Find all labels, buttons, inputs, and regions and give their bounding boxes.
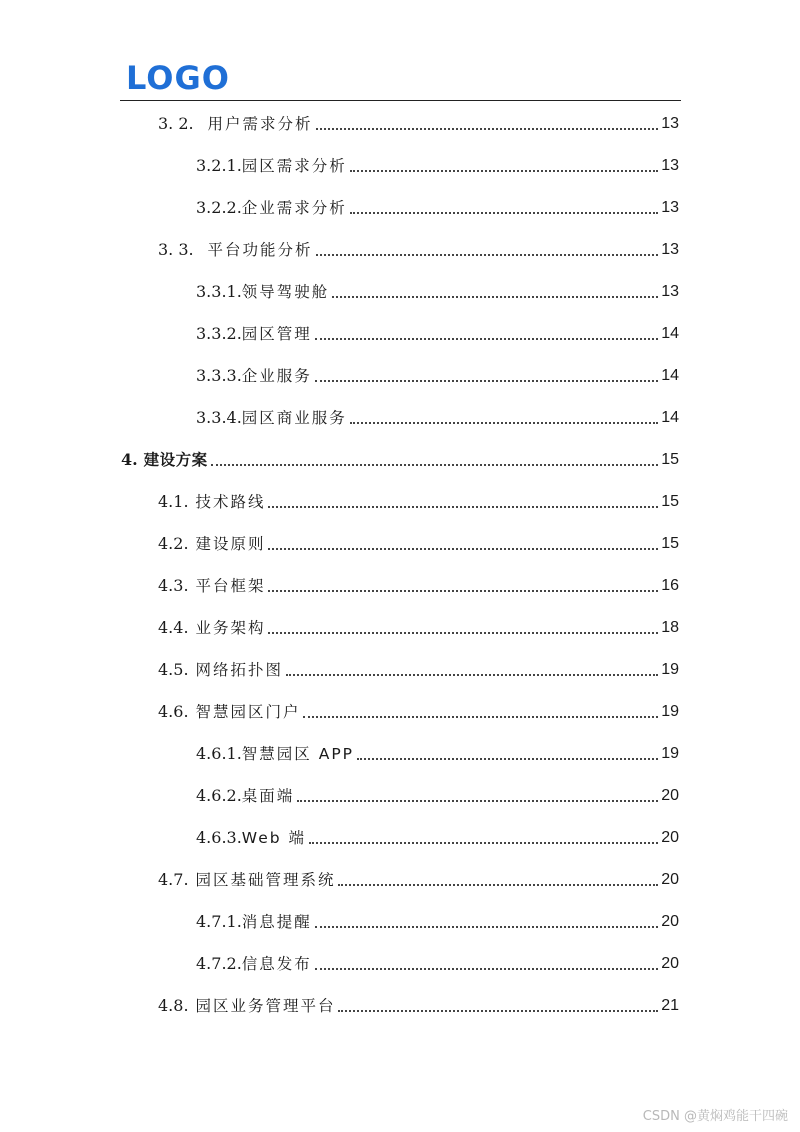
toc-entry[interactable] <box>158 533 679 555</box>
toc-dot-leader <box>268 506 658 508</box>
toc-entry-number: 4.6.1. <box>196 744 242 763</box>
toc-entry-label <box>196 407 347 429</box>
toc-entry-title: 园区业务管理平台 <box>195 997 336 1015</box>
toc-entry[interactable] <box>196 155 679 177</box>
toc-entry[interactable] <box>196 827 679 849</box>
toc-entry-number: 3.3.2. <box>196 324 242 343</box>
toc-entry-number: 4.3. <box>158 576 189 595</box>
toc-entry[interactable] <box>196 281 679 303</box>
toc-entry-number: 3.2.2. <box>196 198 242 217</box>
toc-page-number: 20 <box>661 787 679 804</box>
toc-dot-leader <box>316 254 659 256</box>
toc-page-number: 15 <box>661 451 679 468</box>
toc-entry-label <box>121 449 208 471</box>
toc-entry[interactable] <box>158 575 679 597</box>
toc-entry-label <box>158 701 300 723</box>
toc-page-number: 21 <box>661 997 679 1014</box>
toc-page-number: 13 <box>661 199 679 216</box>
toc-entry-label <box>196 743 354 765</box>
toc-dot-leader <box>316 128 659 130</box>
toc-page-number: 19 <box>661 661 679 678</box>
toc-entry-number: 4.5. <box>158 660 189 679</box>
toc-page-number: 16 <box>661 577 679 594</box>
toc-entry-label <box>196 155 347 177</box>
toc-entry-number: 3.3.4. <box>196 408 242 427</box>
toc-entry[interactable] <box>196 197 679 219</box>
toc-entry-title: 园区商业服务 <box>241 409 347 427</box>
toc-entry-label <box>158 491 265 513</box>
toc-entry-title: 企业需求分析 <box>241 199 347 217</box>
toc-entry-label <box>196 365 312 387</box>
toc-entry[interactable] <box>196 785 679 807</box>
toc-dot-leader <box>286 674 658 676</box>
toc-entry-title: 平台框架 <box>195 577 266 595</box>
toc-entry[interactable] <box>121 449 679 471</box>
toc-page-number: 14 <box>661 367 679 384</box>
toc-entry[interactable] <box>196 365 679 387</box>
toc-entry[interactable] <box>158 239 679 261</box>
toc-dot-leader <box>350 170 658 172</box>
toc-entry-number: 3. 2. <box>158 114 194 133</box>
toc-entry-label <box>158 239 313 261</box>
toc-entry-title: 桌面端 <box>241 787 295 805</box>
toc-page-number: 13 <box>661 115 679 132</box>
toc-dot-leader <box>350 212 658 214</box>
toc-dot-leader <box>268 590 658 592</box>
toc-entry-title: 网络拓扑图 <box>195 661 283 679</box>
watermark: CSDN @黄焖鸡能干四碗 <box>642 1109 788 1124</box>
toc-entry-title: 智慧园区 APP <box>241 745 355 763</box>
toc-entry[interactable] <box>196 323 679 345</box>
toc-entry-number: 4.2. <box>158 534 189 553</box>
toc-entry[interactable] <box>196 407 679 429</box>
toc-dot-leader <box>338 884 658 886</box>
toc-dot-leader <box>332 296 658 298</box>
logo: LOGO <box>126 59 230 97</box>
toc-entry-title: 园区管理 <box>241 325 312 343</box>
toc-entry-number: 4. <box>121 450 138 469</box>
toc-entry-number: 3.3.1. <box>196 282 242 301</box>
toc-dot-leader <box>315 926 658 928</box>
toc-entry-label <box>158 533 265 555</box>
toc-entry-title: 建设原则 <box>195 535 266 553</box>
toc-entry-number: 4.8. <box>158 996 189 1015</box>
toc-dot-leader <box>315 338 658 340</box>
toc-entry-title: 用户需求分析 <box>207 115 313 133</box>
toc-dot-leader <box>315 380 658 382</box>
toc-page-number: 18 <box>661 619 679 636</box>
toc-dot-leader <box>268 548 658 550</box>
toc-page-number: 13 <box>661 157 679 174</box>
toc-dot-leader <box>211 464 659 466</box>
toc-entry-number: 4.7. <box>158 870 189 889</box>
toc-page-number: 14 <box>661 409 679 426</box>
toc-dot-leader <box>309 842 658 844</box>
toc-entry-number: 4.6.2. <box>196 786 242 805</box>
toc-entry[interactable] <box>158 995 679 1017</box>
toc-entry[interactable] <box>196 953 679 975</box>
toc-page-number: 19 <box>661 703 679 720</box>
toc-entry-label <box>196 785 294 807</box>
toc-entry-number: 3.3.3. <box>196 366 242 385</box>
toc-dot-leader <box>357 758 658 760</box>
toc-entry-label <box>196 197 347 219</box>
toc-entry-title: 园区基础管理系统 <box>195 871 336 889</box>
toc-page-number: 20 <box>661 829 679 846</box>
toc-page-number: 14 <box>661 325 679 342</box>
toc-page-number: 15 <box>661 493 679 510</box>
toc-page-number: 13 <box>661 283 679 300</box>
toc-page-number: 20 <box>661 913 679 930</box>
toc-entry[interactable] <box>196 743 679 765</box>
toc-entry-title: 技术路线 <box>195 493 266 511</box>
toc-entry-label <box>158 113 313 135</box>
header-divider <box>120 100 681 101</box>
toc-entry-number: 4.7.2. <box>196 954 242 973</box>
toc-entry-title: 领导驾驶舱 <box>241 283 330 301</box>
toc-entry-title: 建设方案 <box>143 451 208 469</box>
toc-entry-label <box>158 659 283 681</box>
toc-entry-title: 信息发布 <box>241 955 312 973</box>
toc-entry-number: 4.1. <box>158 492 189 511</box>
toc-entry-number: 3. 3. <box>158 240 194 259</box>
toc-entry[interactable] <box>158 491 679 513</box>
toc-entry-title: 消息提醒 <box>241 913 312 931</box>
toc-dot-leader <box>297 800 658 802</box>
toc-entry[interactable] <box>158 113 679 135</box>
toc-entry-title: 平台功能分析 <box>207 241 313 259</box>
toc-entry[interactable] <box>158 659 679 681</box>
toc-dot-leader <box>268 632 658 634</box>
toc-entry-label <box>196 827 306 849</box>
toc-entry-label <box>196 281 329 303</box>
toc-entry[interactable] <box>158 869 679 891</box>
toc-page-number: 15 <box>661 535 679 552</box>
toc-dot-leader <box>303 716 658 718</box>
toc-entry-number: 4.7.1. <box>196 912 242 931</box>
toc-entry[interactable] <box>158 701 679 723</box>
toc-dot-leader <box>350 422 658 424</box>
toc-entry-title: Web 端 <box>241 829 307 847</box>
toc-entry-title: 智慧园区门户 <box>195 703 301 721</box>
toc-page-number: 13 <box>661 241 679 258</box>
toc-entry[interactable] <box>196 911 679 933</box>
toc-page-number: 19 <box>661 745 679 762</box>
toc-entry-label <box>196 323 312 345</box>
toc-entry-label <box>158 617 265 639</box>
toc-entry-number: 4.6. <box>158 702 189 721</box>
toc-entry-number: 3.2.1. <box>196 156 242 175</box>
toc-entry-title: 业务架构 <box>195 619 266 637</box>
toc-entry-number: 4.6.3. <box>196 828 242 847</box>
toc-entry-label <box>196 911 312 933</box>
toc-page-number: 20 <box>661 955 679 972</box>
toc-entry-label <box>158 869 335 891</box>
toc-page-number: 20 <box>661 871 679 888</box>
toc-entry-label <box>158 575 265 597</box>
toc-entry-number: 4.4. <box>158 618 189 637</box>
toc-entry-title: 园区需求分析 <box>241 157 347 175</box>
toc-dot-leader <box>315 968 658 970</box>
toc-entry-title: 企业服务 <box>241 367 312 385</box>
toc-entry-label <box>158 995 335 1017</box>
toc-entry-label <box>196 953 312 975</box>
toc-dot-leader <box>338 1010 658 1012</box>
toc-entry[interactable] <box>158 617 679 639</box>
